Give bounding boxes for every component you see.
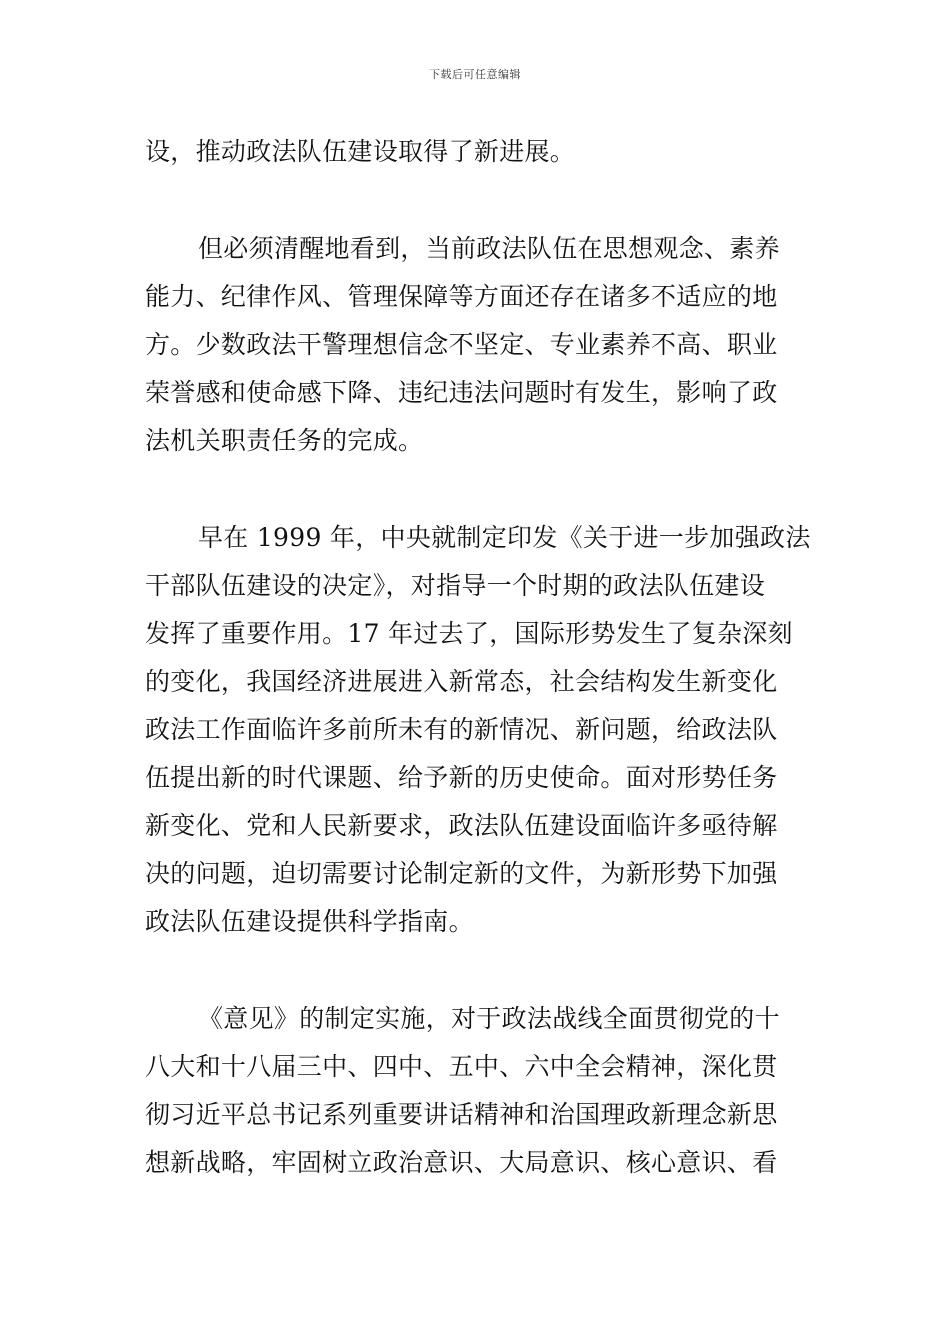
- text-line: 设，推动政法队伍建设取得了新进展。: [145, 137, 576, 166]
- text-line: 决的问题，迫切需要讨论制定新的文件，为新形势下加强: [145, 859, 778, 888]
- page-header-note: 下载后可任意编辑: [429, 68, 521, 81]
- text-line: 政法队伍建设提供科学指南。: [145, 907, 474, 936]
- text-line: 的变化，我国经济进展进入新常态，社会结构发生新变化: [145, 667, 778, 696]
- paragraph-gap: [145, 465, 810, 514]
- paragraph: [145, 128, 810, 176]
- text-line: 政法工作面临许多前所未有的新情况、新问题，给政法队: [145, 715, 778, 744]
- text-line: 方。少数政法干警理想信念不坚定、专业素养不高、职业: [145, 330, 778, 359]
- text-line: 法机关职责任务的完成。: [145, 426, 424, 455]
- text-line: 八大和十八届三中、四中、五中、六中全会精神，深化贯: [145, 1052, 778, 1081]
- text-line: 彻习近平总书记系列重要讲话精神和治国理政新理念新思: [145, 1100, 778, 1129]
- document-body: [145, 128, 810, 1187]
- text-line: 新变化、党和人民新要求，政法队伍建设面临许多亟待解: [145, 811, 778, 840]
- text-line: 能力、纪律作风、管理保障等方面还存在诸多不适应的地: [145, 282, 778, 311]
- text-line: 伍提出新的时代课题、给予新的历史使命。面对形势任务: [145, 763, 778, 792]
- text-line: 荣誉感和使命感下降、违纪违法问题时有发生，影响了政: [145, 378, 778, 407]
- text-line: 干部队伍建设的决定》，对指导一个时期的政法队伍建设: [145, 571, 766, 600]
- paragraph-gap: [145, 176, 810, 225]
- text-line: 早在 1999 年，中央就制定印发《关于进一步加强政法: [198, 523, 811, 552]
- paragraph: [145, 225, 810, 465]
- text-line: 想新战略，牢固树立政治意识、大局意识、核心意识、看: [145, 1148, 778, 1177]
- paragraph-gap: [145, 946, 810, 995]
- text-line: 发挥了重要作用。17 年过去了，国际形势发生了复杂深刻: [145, 619, 793, 648]
- paragraph: [145, 995, 810, 1187]
- text-line: 《意见》的制定实施，对于政法战线全面贯彻党的十: [198, 1004, 780, 1033]
- paragraph: [145, 514, 810, 946]
- text-line: 但必须清醒地看到，当前政法队伍在思想观念、素养: [198, 234, 780, 263]
